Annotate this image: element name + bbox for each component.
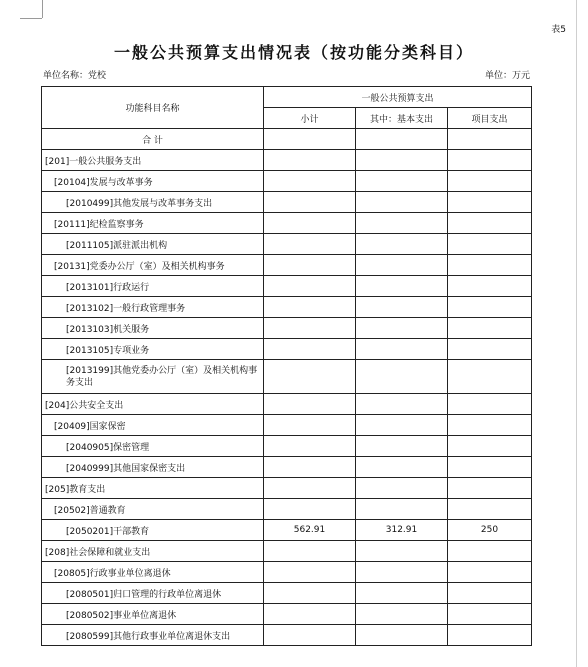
cell-project xyxy=(448,297,532,318)
cell-subtotal xyxy=(264,297,356,318)
row-label: [2011105]派驻派出机构 xyxy=(42,234,264,255)
row-label: [2080502]事业单位离退休 xyxy=(42,604,264,625)
header-budget-group: 一般公共预算支出 xyxy=(264,87,532,108)
row-label: [20131]党委办公厅（室）及相关机构事务 xyxy=(42,255,264,276)
cell-subtotal xyxy=(264,150,356,171)
row-label: [2013102]一般行政管理事务 xyxy=(42,297,264,318)
cell-subtotal xyxy=(264,478,356,499)
cell-subtotal xyxy=(264,213,356,234)
cell-subtotal xyxy=(264,604,356,625)
header-basic: 其中：基本支出 xyxy=(356,108,448,129)
cell-basic: 312.91 xyxy=(356,520,448,541)
cell-basic xyxy=(356,394,448,415)
row-label: [2050201]干部教育 xyxy=(42,520,264,541)
cell-project xyxy=(448,255,532,276)
row-label: [2013101]行政运行 xyxy=(42,276,264,297)
cell-project: 250 xyxy=(448,520,532,541)
cell-project xyxy=(448,171,532,192)
cell-project xyxy=(448,318,532,339)
cell-basic xyxy=(356,541,448,562)
cell-subtotal xyxy=(264,255,356,276)
cell-project xyxy=(448,562,532,583)
cell-subtotal xyxy=(264,436,356,457)
total-project xyxy=(448,129,532,150)
total-subtotal xyxy=(264,129,356,150)
page-edge xyxy=(576,0,577,667)
cell-basic xyxy=(356,625,448,646)
cell-basic xyxy=(356,318,448,339)
row-label: [208]社会保障和就业支出 xyxy=(42,541,264,562)
row-label: [205]教育支出 xyxy=(42,478,264,499)
cell-basic xyxy=(356,436,448,457)
cell-basic xyxy=(356,478,448,499)
cell-project xyxy=(448,541,532,562)
header-item-name: 功能科目名称 xyxy=(42,87,264,129)
cell-basic xyxy=(356,171,448,192)
document-title: 一般公共预算支出情况表（按功能分类科目） xyxy=(113,43,474,62)
cell-subtotal xyxy=(264,276,356,297)
cell-basic xyxy=(356,360,448,394)
unit-label: 单位：万元 xyxy=(484,71,530,81)
table-number: 表5 xyxy=(551,25,566,35)
cell-project xyxy=(448,583,532,604)
cell-basic xyxy=(356,213,448,234)
cell-subtotal xyxy=(264,360,356,394)
unit-name: 单位名称：党校 xyxy=(43,71,107,81)
cell-basic xyxy=(356,415,448,436)
cell-subtotal: 562.91 xyxy=(264,520,356,541)
cell-project xyxy=(448,436,532,457)
cell-project xyxy=(448,394,532,415)
row-label: [204]公共安全支出 xyxy=(42,394,264,415)
cell-project xyxy=(448,213,532,234)
total-label: 合 计 xyxy=(42,129,264,150)
cell-basic xyxy=(356,297,448,318)
header-subtotal: 小计 xyxy=(264,108,356,129)
cell-subtotal xyxy=(264,562,356,583)
crop-mark-horizontal xyxy=(20,18,42,19)
crop-mark-vertical xyxy=(42,0,43,18)
row-label: [20409]国家保密 xyxy=(42,415,264,436)
budget-table xyxy=(41,86,532,646)
cell-project xyxy=(448,415,532,436)
cell-basic xyxy=(356,604,448,625)
cell-project xyxy=(448,234,532,255)
row-label: [20805]行政事业单位离退休 xyxy=(42,562,264,583)
row-label: [201]一般公共服务支出 xyxy=(42,150,264,171)
row-label: [2013199]其他党委办公厅（室）及相关机构事务支出 xyxy=(42,360,264,394)
cell-subtotal xyxy=(264,457,356,478)
row-label: [2080501]归口管理的行政单位离退休 xyxy=(42,583,264,604)
cell-subtotal xyxy=(264,541,356,562)
cell-project xyxy=(448,457,532,478)
row-label: [20502]普通教育 xyxy=(42,499,264,520)
cell-basic xyxy=(356,150,448,171)
row-label: [2013103]机关服务 xyxy=(42,318,264,339)
cell-subtotal xyxy=(264,318,356,339)
cell-subtotal xyxy=(264,394,356,415)
cell-project xyxy=(448,339,532,360)
cell-basic xyxy=(356,499,448,520)
cell-subtotal xyxy=(264,499,356,520)
cell-subtotal xyxy=(264,192,356,213)
cell-subtotal xyxy=(264,171,356,192)
cell-basic xyxy=(356,255,448,276)
row-label: [2010499]其他发展与改革事务支出 xyxy=(42,192,264,213)
cell-project xyxy=(448,360,532,394)
cell-subtotal xyxy=(264,234,356,255)
row-label: [2080599]其他行政事业单位离退休支出 xyxy=(42,625,264,646)
row-label: [20111]纪检监察事务 xyxy=(42,213,264,234)
row-label: [2040905]保密管理 xyxy=(42,436,264,457)
row-label: [2013105]专项业务 xyxy=(42,339,264,360)
cell-subtotal xyxy=(264,583,356,604)
cell-project xyxy=(448,499,532,520)
cell-basic xyxy=(356,583,448,604)
row-label: [20104]发展与改革事务 xyxy=(42,171,264,192)
cell-project xyxy=(448,604,532,625)
cell-basic xyxy=(356,562,448,583)
cell-basic xyxy=(356,276,448,297)
cell-subtotal xyxy=(264,625,356,646)
cell-subtotal xyxy=(264,339,356,360)
cell-subtotal xyxy=(264,415,356,436)
cell-basic xyxy=(356,457,448,478)
cell-project xyxy=(448,478,532,499)
header-project: 项目支出 xyxy=(448,108,532,129)
cell-project xyxy=(448,276,532,297)
cell-basic xyxy=(356,339,448,360)
row-label: [2040999]其他国家保密支出 xyxy=(42,457,264,478)
total-basic xyxy=(356,129,448,150)
cell-project xyxy=(448,192,532,213)
cell-basic xyxy=(356,234,448,255)
cell-project xyxy=(448,150,532,171)
cell-basic xyxy=(356,192,448,213)
cell-project xyxy=(448,625,532,646)
